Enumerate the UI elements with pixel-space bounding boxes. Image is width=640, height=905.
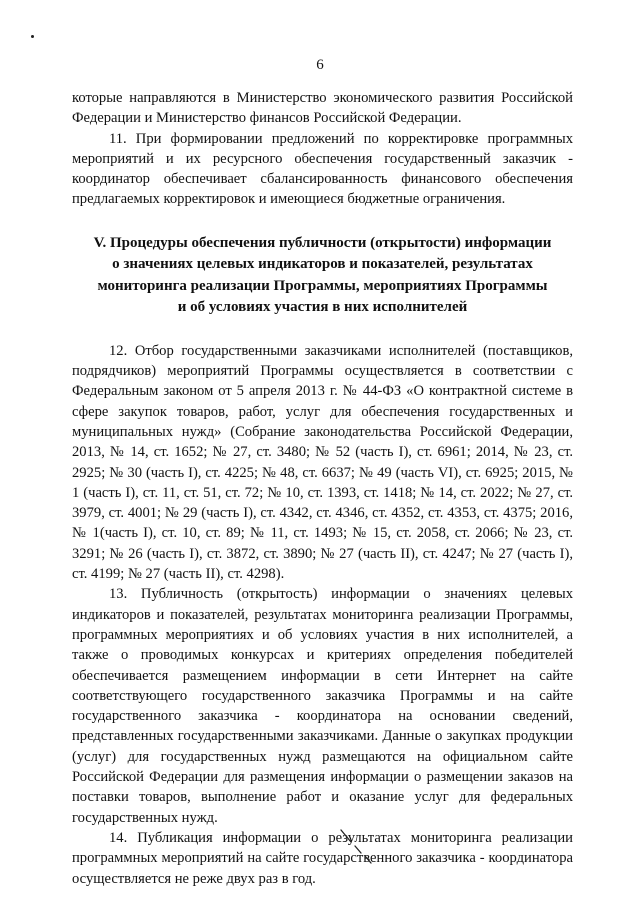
pen-stroke-mark bbox=[339, 828, 379, 868]
paragraph-12: 12. Отбор государственными заказчиками исполнителей (поставщиков, подрядчиков) мероприятий Программы осуществляется в соответствии с Федеральным законом от 5 апреля 2013 г. № 44-ФЗ «О контрактной системе в сфере закупок товаров, работ, услуг для обеспечения государственных и муниципальных нужд» (Собрание законодательства Российской Федерации, 2013, № 14, ст. 1652; № 27, ст. 3480; № 52 (часть I), ст. 6961; 2014, № 23, ст. 2925; № 30 (часть I), ст. 4225; № 48, ст. 6637; № 49 (часть VI), ст. 6925; 2015, № 1 (часть I), ст. 11, ст. 51, ст. 72; № 10, ст. 1393, ст. 1418; № 14, ст. 2022; № 27, ст. 3979, ст. 4001; № 29 (часть I), ст. 4342, ст. 4346, ст. 4352, ст. 4353, ст. 4375; 2016, № 1(часть I), ст. 10, ст. 89; № 11, ст. 1493; № 15, ст. 2058, ст. 2066; № 23, ст. 3291; № 26 (часть I), ст. 3872, ст. 3890; № 27 (часть II), ст. 4247; № 27 (часть I), ст. 4199; № 27 (часть II), ст. 4298). bbox=[72, 342, 573, 583]
section-heading bbox=[72, 233, 573, 319]
section-heading-line: V. Процедуры обеспечения публичности (открытости) информации bbox=[93, 234, 552, 251]
page-number: 6 bbox=[316, 57, 324, 73]
document-body bbox=[72, 88, 573, 889]
paragraph-11: 11. При формировании предложений по корректировке программных мероприятий и их ресурсного обеспечения государственный заказчик - координатор обеспечивает сбалансированность финансового обеспечения предлагаемых корректировок и имеющиеся бюджетные ограничения. bbox=[72, 130, 573, 208]
paragraph-continuation: которые направляются в Министерство экономического развития Российской Федерации и Министерство финансов Российской Федерации. bbox=[72, 90, 573, 127]
section-heading-line: о значениях целевых индикаторов и показателей, результатах bbox=[112, 256, 533, 273]
section-heading-line: мониторинга реализации Программы, мероприятиях Программы bbox=[97, 277, 548, 294]
paragraph-14: 14. Публикация информации о результатах мониторинга реализации программных мероприятий на сайте государственного заказчика - координатора осуществляется не реже двух раз в год. bbox=[72, 829, 573, 887]
stray-ink-dot bbox=[31, 35, 34, 38]
paragraph-13: 13. Публичность (открытость) информации о значениях целевых индикаторов и показателей, результатах мониторинга реализации Программы, программных мероприятиях и об условиях участия в них исполнителей, а также о проводимых конкурсах и критериях определения победителей обеспечивается размещением информации в сети Интернет на сайте соответствующего государственного заказчика Программы и на сайте государственного заказчика - координатора на основании сведений, представленных государственными заказчиками. Данные о закупках продукции (услуг) для государственных нужд размещаются на официальном сайте Российской Федерации для размещения информации о размещении заказов на поставки товаров, выполнение работ и оказание услуг для федеральных государственных нужд. bbox=[72, 586, 573, 826]
section-heading-line: и об условиях участия в них исполнителей bbox=[177, 299, 468, 316]
